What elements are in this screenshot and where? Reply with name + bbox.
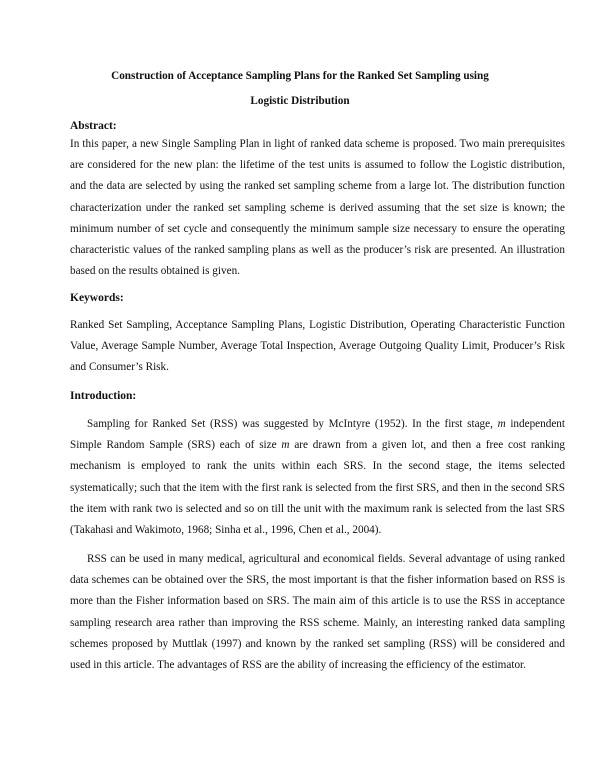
intro-p1-text-c: are drawn from a given lot, and then a free cost ranking mechanism is employed to rank the units within each SRS. In the second stage, the items selected systematically; such that the item with the first rank is selected from the first SRS, and then in the second SRS the item with rank two is selected and so on till the unit with the maximum rank is selected from the last SRS (Takahasi and Wakimoto, 1968; Sinha et al., 1996, Chen et al., 2004). <box>70 439 566 537</box>
keywords-paragraph: Ranked Set Sampling, Acceptance Sampling Plans, Logistic Distribution, Operating Characteristic Function Value, Average Sample Number, Average Total Inspection, Average Outgoing Quality Limit, Producer’s Risk and Consumer’s Risk. <box>70 319 565 374</box>
introduction-heading: Introduction: <box>70 390 137 402</box>
math-variable-m: m <box>497 418 506 430</box>
introduction-paragraph-1 <box>70 414 565 541</box>
intro-p1-text-a: Sampling for Ranked Set (RSS) was suggested by McIntyre (1952). In the first stage, <box>87 418 498 430</box>
paper-title-line-1: Construction of Acceptance Sampling Plans for the Ranked Set Sampling using <box>111 70 489 82</box>
abstract-heading: Abstract: <box>70 120 117 132</box>
introduction-paragraph-2: RSS can be used in many medical, agricultural and economical fields. Several advantage of using ranked data schemes can be obtained over the SRS, the most important is that the fisher information based on RSS is more than the Fisher information based on SRS. The main aim of this article is to use the RSS in acceptance sampling research area rather than improving the RSS scheme. Mainly, an interesting ranked data sampling schemes proposed by Muttlak (1997) and known by the ranked set sampling (RSS) will be considered and used in this article. The advantages of RSS are the ability of increasing the efficiency of the estimator. <box>70 553 565 672</box>
paper-title-line-2: Logistic Distribution <box>250 95 350 107</box>
intro-p1-text-b: independent Simple Random Sample (SRS) each of size <box>70 418 565 452</box>
math-variable-m: m <box>281 439 290 452</box>
abstract-paragraph: In this paper, a new Single Sampling Plan in light of ranked data scheme is proposed. Two main prerequisites are considered for the new plan: the lifetime of the test units is assumed to follow the Logistic distribution, and the data are selected by using the ranked set sampling scheme from a large lot. The distribution function characterization under the ranked set sampling scheme is derived assuming that the set size is known; the minimum number of set cycle and consequently the minimum sample size necessary to ensure the operating characteristic values of the ranked sampling plans as well as the producer’s risk are presented. An illustration based on the results obtained is given. <box>70 138 565 278</box>
keywords-heading: Keywords: <box>70 292 124 304</box>
